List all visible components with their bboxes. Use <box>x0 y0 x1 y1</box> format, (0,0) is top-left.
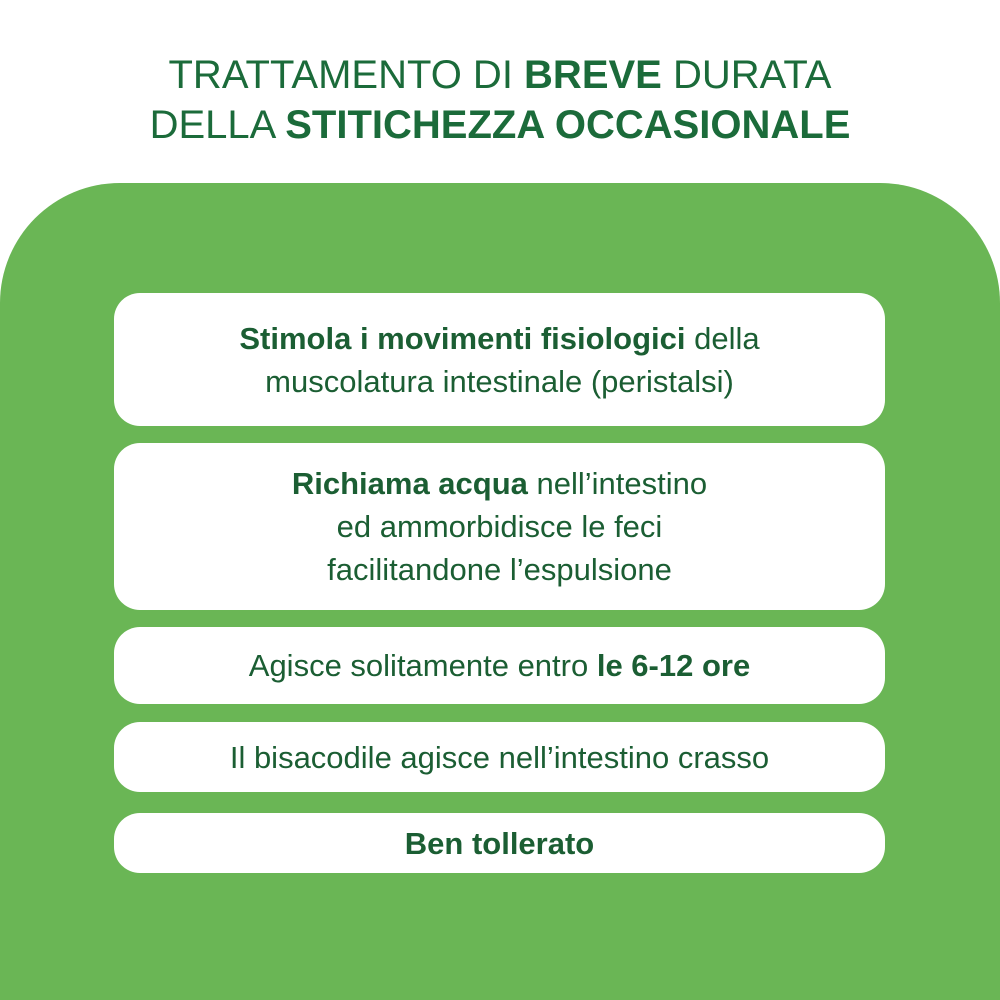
benefit-card-peristalsis <box>114 293 885 426</box>
card-2-line-1 <box>292 462 707 505</box>
title-line-1-emphasis: BREVE <box>524 53 662 97</box>
card-2-emphasis: Richiama acqua <box>291 466 528 501</box>
card-1-emphasis: Stimola i movimenti fisiologici <box>239 320 686 356</box>
title-line-1 <box>0 50 1000 100</box>
card-2-line-2: ed ammorbidisce le feci <box>336 509 663 544</box>
title-line-2-text: DELLA <box>149 103 286 147</box>
card-5-emphasis: Ben tollerato <box>404 825 595 861</box>
card-1-text-a: della <box>685 320 760 356</box>
benefit-card-bisacodyl <box>114 722 885 792</box>
card-1-line-1 <box>239 317 759 360</box>
benefit-card-tolerated <box>114 813 885 873</box>
title-line-2 <box>0 100 1000 150</box>
card-2-line-3: facilitandone l’espulsione <box>327 552 672 587</box>
card-1-line-2: muscolatura intestinale (peristalsi) <box>265 363 734 399</box>
benefit-card-water <box>114 443 885 610</box>
title-line-1-text-b: DURATA <box>661 53 832 97</box>
card-4-line-1: Il bisacodile agisce nell’intestino crasso <box>229 739 770 775</box>
title-line-2-emphasis: STITICHEZZA OCCASIONALE <box>285 103 851 147</box>
card-3-text: Agisce solitamente entro <box>248 648 597 683</box>
title-line-1-text-a: TRATTAMENTO DI <box>168 53 525 97</box>
card-3-line-1 <box>249 644 750 687</box>
page-title <box>0 50 1000 150</box>
card-2-text-a: nell’intestino <box>527 466 708 501</box>
benefit-card-timing <box>114 627 885 704</box>
card-5-line-1 <box>405 822 594 865</box>
card-3-emphasis: le 6-12 ore <box>596 648 751 683</box>
